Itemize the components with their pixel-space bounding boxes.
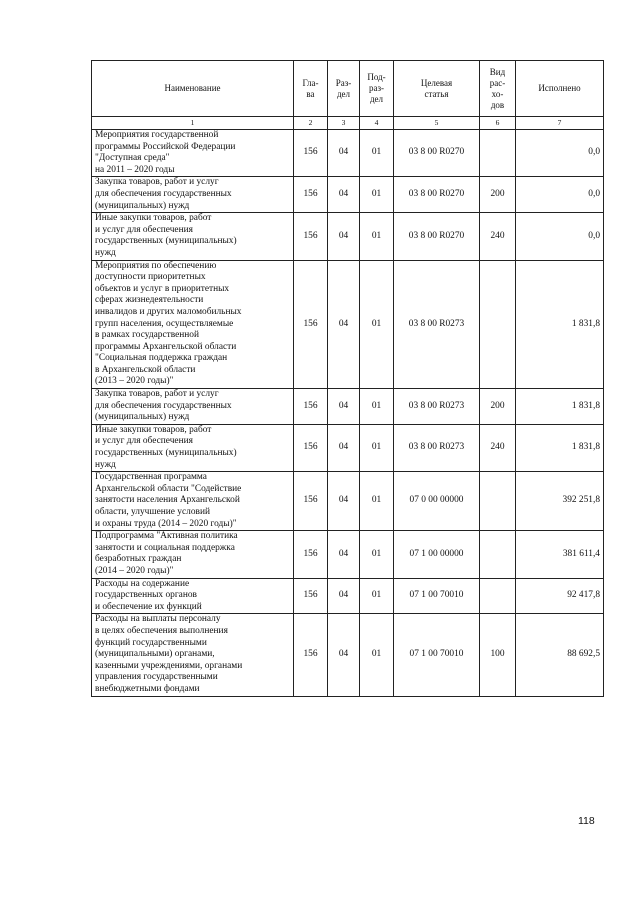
row-vid <box>480 531 516 578</box>
row-target: 07 1 00 00000 <box>394 531 480 578</box>
row-executed: 1 831,8 <box>516 260 604 389</box>
row-glava: 156 <box>294 177 328 213</box>
row-vid <box>480 472 516 531</box>
row-glava: 156 <box>294 578 328 614</box>
header-vid: Вид рас- хо- дов <box>480 61 516 117</box>
row-glava: 156 <box>294 472 328 531</box>
row-target: 07 1 00 70010 <box>394 578 480 614</box>
header-razdel: Раз- дел <box>328 61 360 117</box>
row-podrazdel: 01 <box>360 389 394 425</box>
row-podrazdel: 01 <box>360 213 394 260</box>
row-podrazdel: 01 <box>360 531 394 578</box>
header-glava: Гла- ва <box>294 61 328 117</box>
row-razdel: 04 <box>328 177 360 213</box>
row-vid <box>480 130 516 177</box>
header-name: Наименование <box>92 61 294 117</box>
row-vid <box>480 260 516 389</box>
row-razdel: 04 <box>328 614 360 696</box>
header-podrazdel: Под- раз- дел <box>360 61 394 117</box>
row-target: 03 8 00 R0270 <box>394 130 480 177</box>
table-row <box>92 389 604 425</box>
row-name: Государственная программа Архангельской области "Содействие занятости населения Архангельской области, улучшение условий и охраны труда (2014 – 2020 годы)" <box>92 472 294 531</box>
row-glava: 156 <box>294 614 328 696</box>
row-razdel: 04 <box>328 531 360 578</box>
table-body <box>92 130 604 697</box>
row-target: 07 0 00 00000 <box>394 472 480 531</box>
row-name: Иные закупки товаров, работ и услуг для обеспечения государственных (муниципальных) нужд <box>92 213 294 260</box>
column-number: 1 <box>92 117 294 130</box>
row-name: Расходы на выплаты персоналу в целях обеспечения выполнения функций государственными (муниципальными) органами, казенными учреждениями, органами управления государственными внебюджетными фондами <box>92 614 294 696</box>
row-executed: 1 831,8 <box>516 424 604 471</box>
row-target: 03 8 00 R0270 <box>394 177 480 213</box>
row-vid: 100 <box>480 614 516 696</box>
column-number: 5 <box>394 117 480 130</box>
row-razdel: 04 <box>328 424 360 471</box>
header-executed: Исполнено <box>516 61 604 117</box>
row-target: 03 8 00 R0270 <box>394 213 480 260</box>
row-glava: 156 <box>294 531 328 578</box>
row-razdel: 04 <box>328 578 360 614</box>
row-executed: 0,0 <box>516 130 604 177</box>
row-executed: 0,0 <box>516 177 604 213</box>
row-vid: 200 <box>480 177 516 213</box>
row-vid: 240 <box>480 424 516 471</box>
row-name: Подпрограмма "Активная политика занятости и социальная поддержка безработных граждан (2014 – 2020 годы)" <box>92 531 294 578</box>
table-row <box>92 472 604 531</box>
row-executed: 1 831,8 <box>516 389 604 425</box>
row-podrazdel: 01 <box>360 177 394 213</box>
row-executed: 381 611,4 <box>516 531 604 578</box>
row-target: 03 8 00 R0273 <box>394 424 480 471</box>
row-target: 03 8 00 R0273 <box>394 389 480 425</box>
row-name: Закупка товаров, работ и услуг для обеспечения государственных (муниципальных) нужд <box>92 389 294 425</box>
row-podrazdel: 01 <box>360 614 394 696</box>
row-podrazdel: 01 <box>360 472 394 531</box>
row-executed: 92 417,8 <box>516 578 604 614</box>
row-glava: 156 <box>294 424 328 471</box>
table-header-row <box>92 61 604 117</box>
row-executed: 88 692,5 <box>516 614 604 696</box>
row-name: Закупка товаров, работ и услуг для обеспечения государственных (муниципальных) нужд <box>92 177 294 213</box>
row-razdel: 04 <box>328 472 360 531</box>
budget-table <box>91 60 604 697</box>
row-podrazdel: 01 <box>360 260 394 389</box>
header-target: Целевая статья <box>394 61 480 117</box>
row-razdel: 04 <box>328 389 360 425</box>
row-executed: 392 251,8 <box>516 472 604 531</box>
row-name: Расходы на содержание государственных органов и обеспечение их функций <box>92 578 294 614</box>
table-row <box>92 614 604 696</box>
row-name: Иные закупки товаров, работ и услуг для обеспечения государственных (муниципальных) нужд <box>92 424 294 471</box>
column-number: 4 <box>360 117 394 130</box>
table-row <box>92 578 604 614</box>
row-target: 07 1 00 70010 <box>394 614 480 696</box>
column-number: 7 <box>516 117 604 130</box>
row-glava: 156 <box>294 389 328 425</box>
row-name: Мероприятия по обеспечению доступности приоритетных объектов и услуг в приоритетных сферах жизнедеятельности инвалидов и других маломобильных групп населения, осуществляемые в рамках государственной программы Архангельской области "Социальная поддержка граждан в Архангельской области (2013 – 2020 годы)" <box>92 260 294 389</box>
row-razdel: 04 <box>328 130 360 177</box>
column-number: 2 <box>294 117 328 130</box>
row-podrazdel: 01 <box>360 130 394 177</box>
row-podrazdel: 01 <box>360 578 394 614</box>
row-vid <box>480 578 516 614</box>
row-glava: 156 <box>294 130 328 177</box>
table-row <box>92 177 604 213</box>
row-vid: 240 <box>480 213 516 260</box>
row-name: Мероприятия государственной программы Российской Федерации "Доступная среда" на 2011 – 2020 годы <box>92 130 294 177</box>
row-target: 03 8 00 R0273 <box>394 260 480 389</box>
row-vid: 200 <box>480 389 516 425</box>
page-number: 118 <box>578 815 595 827</box>
row-razdel: 04 <box>328 213 360 260</box>
row-glava: 156 <box>294 213 328 260</box>
row-razdel: 04 <box>328 260 360 389</box>
row-podrazdel: 01 <box>360 424 394 471</box>
row-glava: 156 <box>294 260 328 389</box>
table-row <box>92 424 604 471</box>
row-executed: 0,0 <box>516 213 604 260</box>
column-number: 3 <box>328 117 360 130</box>
column-number-row <box>92 117 604 130</box>
column-number: 6 <box>480 117 516 130</box>
table-row <box>92 130 604 177</box>
table-row <box>92 213 604 260</box>
table-row <box>92 531 604 578</box>
table-row <box>92 260 604 389</box>
